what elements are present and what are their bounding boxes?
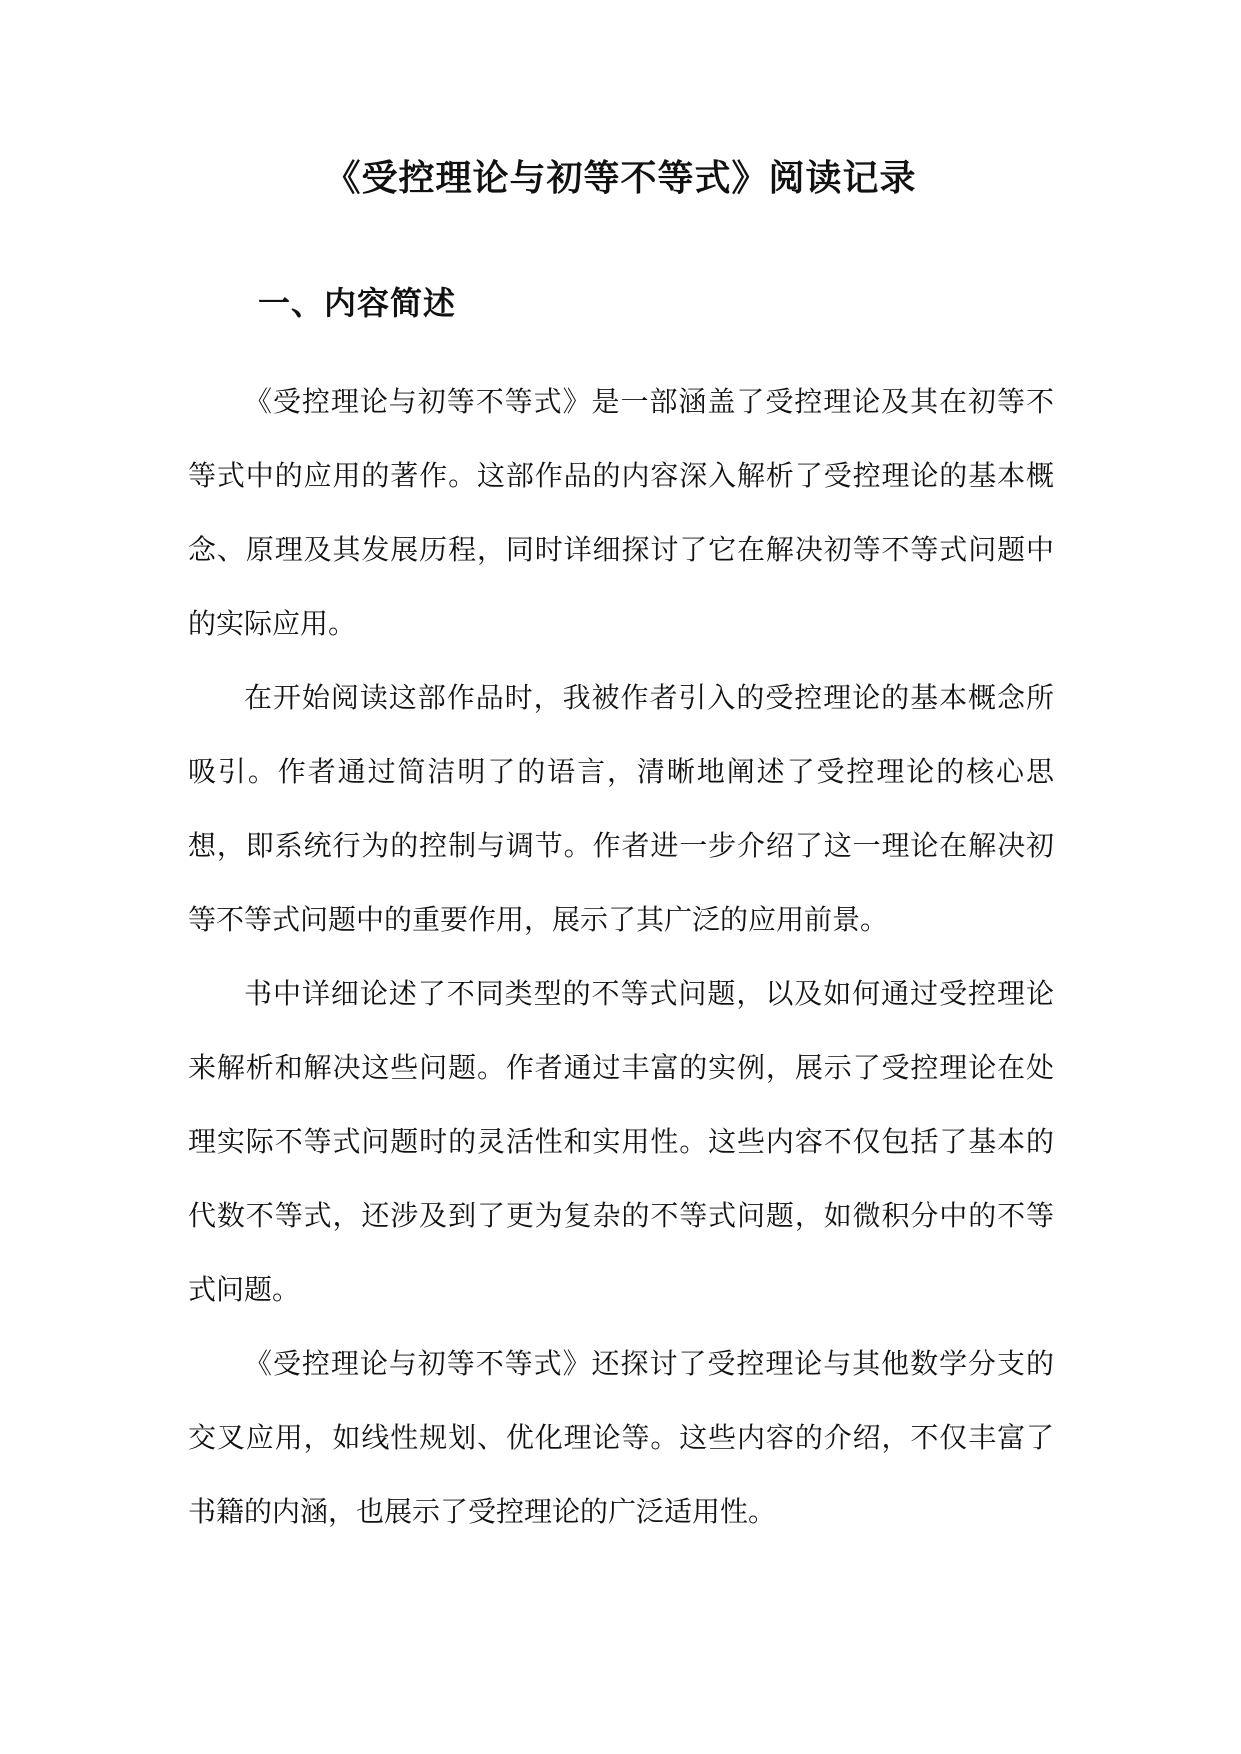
page-title: 《受控理论与初等不等式》阅读记录 xyxy=(324,157,917,199)
section-body xyxy=(188,365,1054,1549)
paragraph: 在开始阅读这部作品时，我被作者引入的受控理论的基本概念所吸引。作者通过简洁明了的语言，清晰地阐述了受控理论的核心思想，即系统行为的控制与调节。作者进一步介绍了这一理论在解决初等不等式问题中的重要作用，展示了其广泛的应用前景。 xyxy=(188,681,1054,936)
paragraph: 《受控理论与初等不等式》还探讨了受控理论与其他数学分支的交叉应用，如线性规划、优化理论等。这些内容的介绍，不仅丰富了书籍的内涵，也展示了受控理论的广泛适用性。 xyxy=(188,1347,1054,1528)
paragraph: 书中详细论述了不同类型的不等式问题，以及如何通过受控理论来解析和解决这些问题。作者通过丰富的实例，展示了受控理论在处理实际不等式问题时的灵活性和实用性。这些内容不仅包括了基本的代数不等式，还涉及到了更为复杂的不等式问题，如微积分中的不等式问题。 xyxy=(188,977,1054,1306)
section-heading: 一、内容简述 xyxy=(258,284,457,322)
paragraph: 《受控理论与初等不等式》是一部涵盖了受控理论及其在初等不等式中的应用的著作。这部作品的内容深入解析了受控理论的基本概念、原理及其发展历程，同时详细探讨了它在解决初等不等式问题中的实际应用。 xyxy=(188,385,1054,640)
